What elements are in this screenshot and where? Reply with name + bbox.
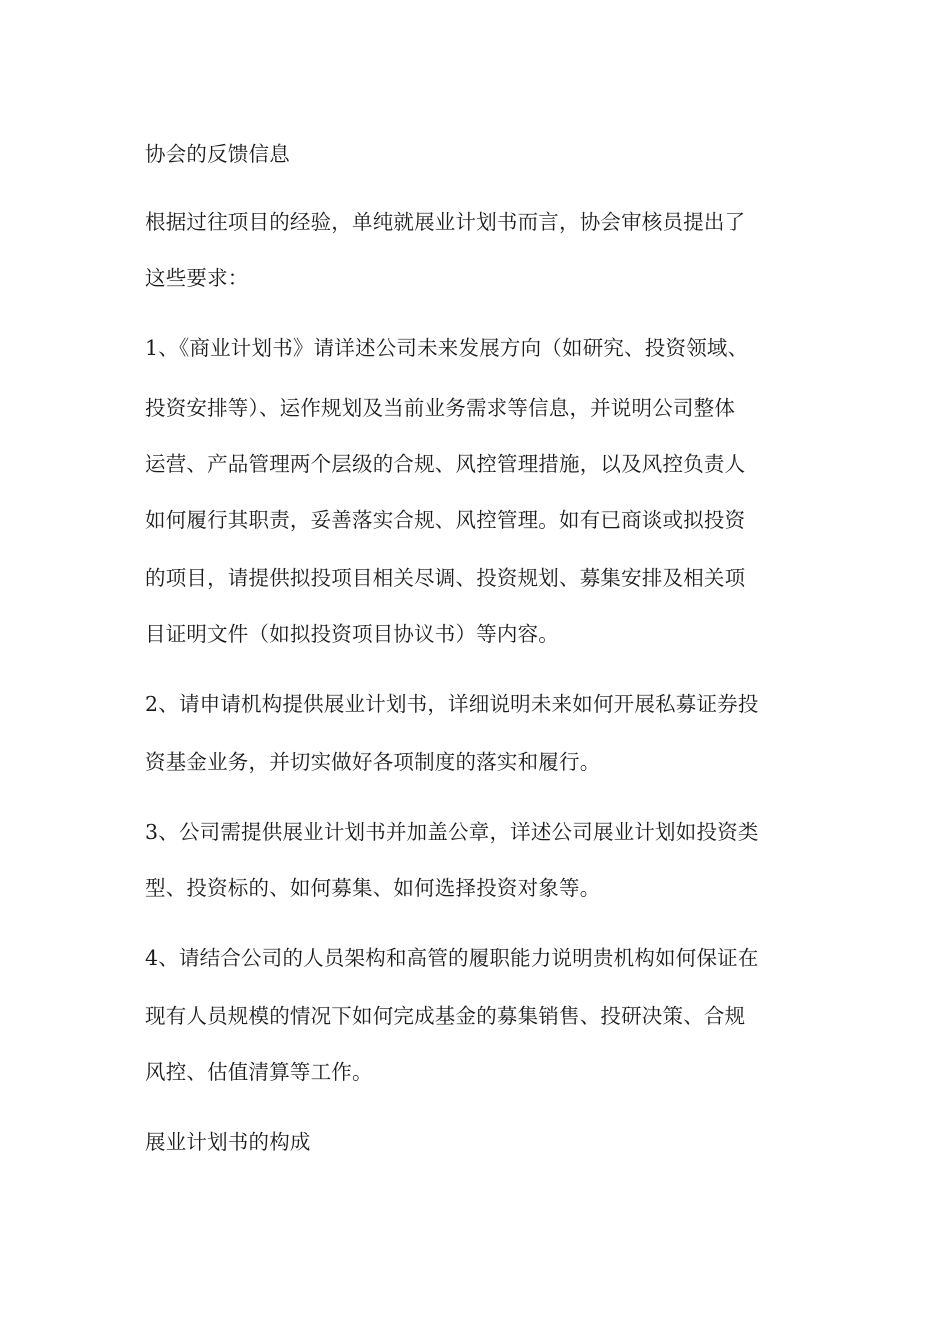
item1-line-2: 投资安排等）、运作规划及当前业务需求等信息，并说明公司整体 (145, 396, 736, 420)
item2-line-1: 2、请申请机构提供展业计划书，详细说明未来如何开展私募证券投 (145, 692, 759, 716)
item3-line-2: 型、投资标的、如何募集、如何选择投资对象等。 (145, 876, 601, 900)
item4-line-2: 现有人员规模的情况下如何完成基金的募集销售、投研决策、合规 (145, 1004, 746, 1028)
intro-line-2: 这些要求： (145, 266, 249, 290)
item2-line-2: 资基金业务，并切实做好各项制度的落实和履行。 (145, 750, 601, 774)
item1-line-5: 的项目，请提供拟投项目相关尽调、投资规划、募集安排及相关项 (145, 566, 746, 590)
item4-line-1: 4、请结合公司的人员架构和高管的履职能力说明贵机构如何保证在 (145, 946, 759, 970)
item1-line-4: 如何履行其职责，妥善落实合规、风控管理。如有已商谈或拟投资 (145, 508, 746, 532)
item1-line-6: 目证明文件（如拟投资项目协议书）等内容。 (145, 622, 559, 646)
section-heading-composition: 展业计划书的构成 (145, 1130, 311, 1154)
item1-line-3: 运营、产品管理两个层级的合规、风控管理措施，以及风控负责人 (145, 452, 746, 476)
section-heading-feedback: 协会的反馈信息 (145, 142, 290, 166)
intro-line-1: 根据过往项目的经验，单纯就展业计划书而言，协会审核员提出了 (145, 210, 746, 234)
item3-line-1: 3、公司需提供展业计划书并加盖公章，详述公司展业计划如投资类 (145, 820, 759, 844)
item4-line-3: 风控、估值清算等工作。 (145, 1060, 373, 1084)
item1-line-1: 1、《商业计划书》请详述公司未来发展方向（如研究、投资领域、 (145, 336, 749, 360)
